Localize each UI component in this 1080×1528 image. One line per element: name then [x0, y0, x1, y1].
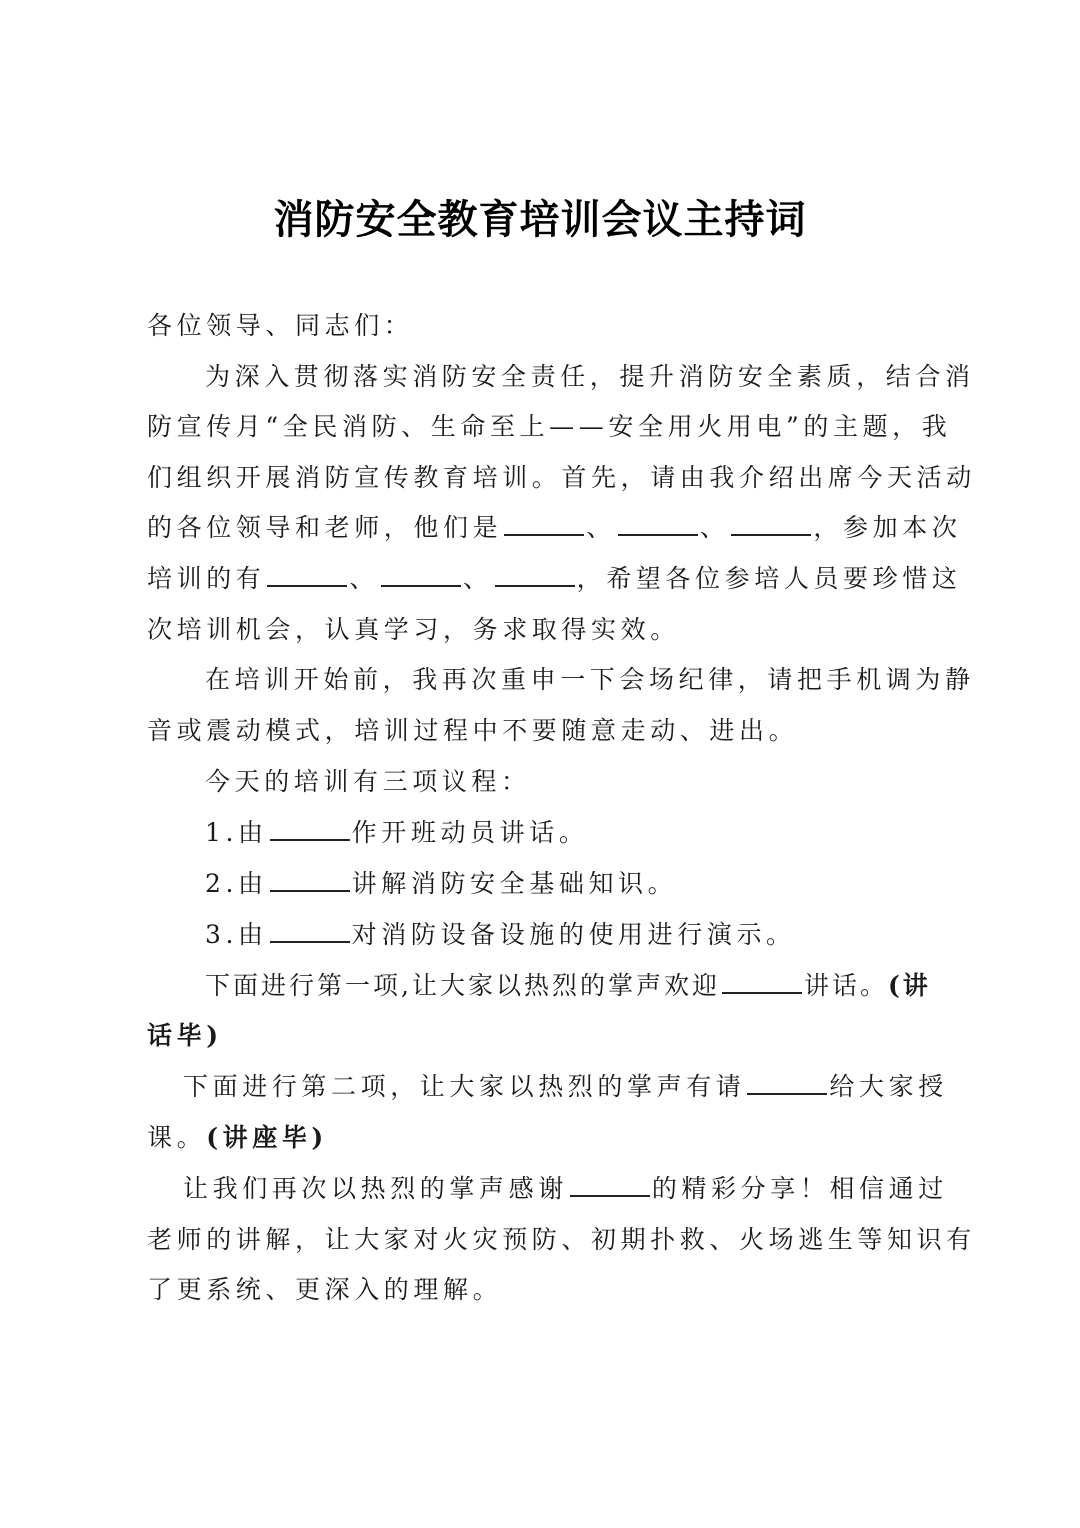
paragraph-5-line-1: [183, 1171, 947, 1207]
text: 、: [586, 513, 616, 542]
text: 培训的有: [147, 564, 266, 593]
text: (讲: [887, 971, 931, 1000]
fill-in-blank: [747, 1071, 827, 1095]
agenda-item-2: [205, 866, 947, 902]
fill-in-blank: [722, 970, 802, 994]
paragraph-2-line-2: 音或震动模式，培训过程中不要随意走动、进出。: [147, 716, 799, 745]
text: (讲座毕): [206, 1123, 328, 1152]
greeting: 各位领导、同志们：: [147, 311, 414, 340]
fill-in-blank: [270, 919, 350, 943]
text: 的各位领导和老师，他们是: [147, 513, 503, 542]
agenda-number: 2.由: [205, 869, 268, 898]
paragraph-1-line-1: 为深入贯彻落实消防安全责任，提升消防安全素质，结合消: [205, 362, 975, 391]
text: 讲话。: [803, 971, 888, 1000]
agenda-number: 1.由: [205, 818, 268, 847]
paragraph-1-line-2: 防宣传月“全民消防、生命至上——安全用火用电”的主题，我: [147, 412, 952, 441]
agenda-text: 作开班动员讲话。: [351, 818, 589, 847]
fill-in-blank: [618, 512, 698, 536]
paragraph-4-line-1: [183, 1069, 947, 1105]
agenda-text: 对消防设备设施的使用进行演示。: [351, 920, 796, 949]
text: 、: [349, 564, 380, 593]
paragraph-5-line-2: 老师的讲解，让大家对火灾预防、初期扑救、火场逃生等知识有: [147, 1225, 976, 1254]
text: 给大家授: [829, 1072, 948, 1101]
paragraph-1-line-5: [147, 561, 962, 597]
fill-in-blank: [504, 512, 584, 536]
paragraph-1-line-4: [147, 510, 962, 546]
agenda-item-1: [205, 815, 947, 851]
text: 课。: [147, 1123, 207, 1152]
text: 让我们再次以热烈的掌声感谢: [183, 1174, 568, 1203]
document-title: 消防安全教育培训会议主持词: [273, 196, 807, 243]
fill-in-blank: [381, 563, 461, 587]
paragraph-2-line-1: 在培训开始前，我再次重申一下会场纪律，请把手机调为静: [205, 665, 975, 694]
agenda-item-3: [205, 917, 947, 953]
paragraph-1-line-3: 们组织开展消防宣传教育培训。首先，请由我介绍出席今天活动: [147, 463, 976, 492]
paragraph-1-line-6: 次培训机会，认真学习，务求取得实效。: [147, 615, 680, 644]
text: ，希望各位参培人员要珍惜这: [576, 564, 962, 593]
fill-in-blank: [570, 1173, 650, 1197]
fill-in-blank: [495, 563, 575, 587]
text: ，参加本次: [813, 513, 962, 542]
text: 下面进行第一项,让大家以热烈的掌声欢迎: [205, 971, 720, 1000]
fill-in-blank: [270, 817, 350, 841]
paragraph-4-line-2: [147, 1120, 947, 1156]
text: 、: [699, 513, 730, 542]
agenda-number: 3.由: [205, 920, 268, 949]
agenda-heading: 今天的培训有三项议程：: [205, 767, 531, 796]
paragraph-3-line-2: 话毕): [147, 1021, 223, 1050]
paragraph-3-line-1: [205, 968, 947, 1004]
agenda-text: 讲解消防安全基础知识。: [351, 869, 678, 898]
text: 的精彩分享！相信通过: [651, 1174, 948, 1203]
fill-in-blank: [267, 563, 347, 587]
paragraph-5-line-3: 了更系统、更深入的理解。: [147, 1275, 503, 1304]
text: 下面进行第二项，让大家以热烈的掌声有请: [183, 1072, 746, 1101]
fill-in-blank: [731, 512, 811, 536]
text: 、: [463, 564, 493, 593]
fill-in-blank: [270, 868, 350, 892]
